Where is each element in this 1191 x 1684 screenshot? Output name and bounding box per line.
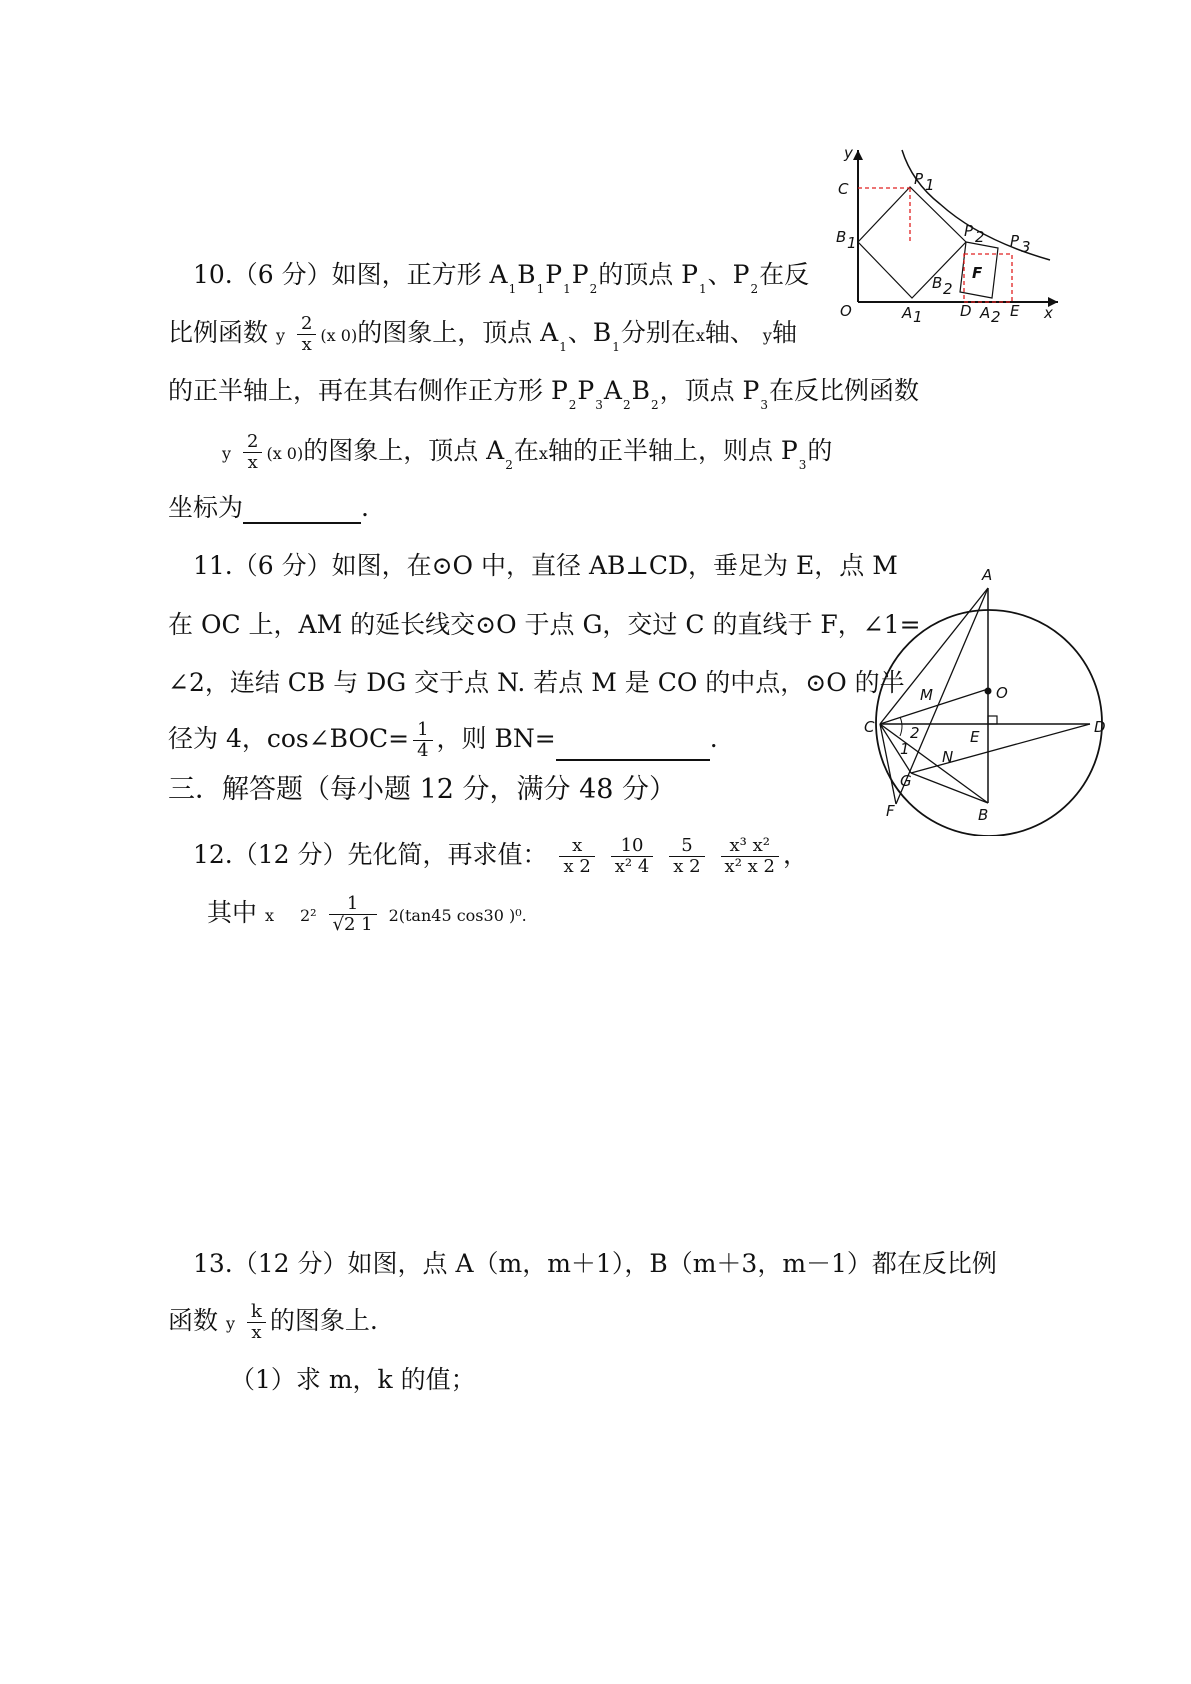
q10-text: B [517, 260, 536, 289]
q10-text: P [545, 260, 563, 289]
label-N: N [942, 748, 954, 766]
q10-text: 、P [707, 260, 750, 289]
subscript: 1 [559, 340, 567, 354]
q10-line-3 [168, 375, 919, 411]
fraction [247, 1302, 266, 1343]
label-O: O [996, 684, 1008, 702]
q13-text: 函数 [168, 1306, 219, 1335]
q12-text: ， [782, 840, 808, 869]
label-x: x [1044, 304, 1053, 322]
fraction-2 [611, 836, 654, 877]
q12-text: 其中 [207, 898, 258, 927]
label-1: 1 [900, 740, 910, 758]
subscript: 2 [622, 398, 631, 412]
fraction-denominator: √2 1 [332, 914, 373, 935]
q12-line-1 [193, 836, 808, 877]
label-sub: 1 [913, 308, 923, 322]
label-E: E [970, 728, 980, 746]
q10-text: 的正半轴上，再在其右侧作正方形 P [168, 376, 568, 405]
fraction-numerator: 10 [611, 836, 654, 857]
label-E: E [1010, 302, 1020, 320]
math-var: y [762, 326, 772, 345]
fraction-denominator: x [247, 452, 258, 473]
fraction-numerator: 2 [243, 432, 262, 453]
q11-figure [862, 566, 1112, 836]
q10-line-4 [222, 432, 832, 473]
segment-GB [911, 773, 988, 803]
q10-text: 的图象上，顶点 A [303, 436, 505, 465]
q10-text: A [603, 376, 622, 405]
label-sub: 3 [1021, 238, 1031, 256]
q10-text: 在 [513, 436, 539, 465]
math-var: x [264, 906, 274, 925]
label-P3: P [1010, 232, 1020, 250]
label-2: 2 [910, 724, 920, 742]
label-B1: B [836, 228, 847, 246]
subscript: 3 [760, 398, 769, 412]
math-var: x [538, 444, 548, 463]
subscript: 1 [563, 282, 571, 296]
q10-text: 在反 [759, 260, 810, 289]
q10-text: 的 [807, 436, 833, 465]
subscript: 2 [650, 398, 659, 412]
label-C: C [838, 180, 849, 198]
segment-CO [880, 689, 988, 724]
q10-text: 轴 [771, 318, 797, 347]
q10-text: 的顶点 P [598, 260, 698, 289]
fraction-denominator: 4 [417, 740, 429, 761]
right-angle-mark [988, 716, 997, 724]
label-sub: 1 [847, 234, 857, 252]
q10-text: P [571, 260, 589, 289]
fraction-denominator: x 2 [563, 856, 591, 877]
q10-text: 比例函数 [168, 318, 269, 347]
q10-line-1 [193, 259, 809, 295]
q10-figure [830, 142, 1070, 322]
subscript: 2 [750, 282, 759, 296]
q11-line-4 [168, 720, 718, 761]
q10-text: 、B [567, 318, 612, 347]
fraction-3 [669, 836, 704, 877]
q13-line-2 [168, 1302, 378, 1343]
fraction-numerator: x³ x² [721, 836, 779, 857]
fraction-1 [559, 836, 594, 877]
fraction [329, 894, 377, 935]
fraction-numerator: 1 [413, 720, 432, 741]
q11-text: ，则 BN= [436, 724, 556, 753]
subscript: 1 [699, 282, 707, 296]
fraction-numerator: x [559, 836, 594, 857]
subscript: 2 [589, 282, 598, 296]
label-G: G [900, 772, 912, 790]
q10-text: 在反比例函数 [769, 376, 920, 405]
q10-text: 分别在 [620, 318, 696, 347]
fraction-4 [721, 836, 779, 877]
label-D: D [1094, 718, 1106, 736]
subscript: 1 [612, 340, 620, 354]
segment-AC [880, 588, 988, 724]
circle-O [876, 610, 1102, 836]
fraction [413, 720, 432, 761]
q11-line-2: 在 OC 上，AM 的延长线交⊙O 于点 G，交过 C 的直线于 F，∠1= [168, 610, 921, 639]
section-title: 三．解答题（每小题 12 分，满分 48 分） [168, 774, 677, 805]
q10-text: 的图象上，顶点 A [357, 318, 559, 347]
q10-text: . [361, 493, 369, 522]
label-P2: P [964, 222, 974, 240]
label-A2: A [980, 304, 991, 322]
subscript: 1 [508, 282, 517, 296]
label-O: O [840, 302, 852, 320]
q10-text: P [577, 376, 595, 405]
fraction-numerator: 2 [297, 314, 316, 335]
fraction-denominator: x² 4 [614, 856, 650, 877]
angle-arc [900, 717, 902, 736]
subscript: 3 [595, 398, 603, 412]
q12-text: 12.（12 分）先化简，再求值： [193, 840, 548, 869]
q13-line-3: （1）求 m，k 的值； [230, 1365, 476, 1394]
math-expr: 2(tan45 cos30 )⁰. [388, 906, 527, 925]
center-dot [985, 688, 992, 695]
fraction-numerator: 5 [669, 836, 704, 857]
q11-line-1: 11.（6 分）如图，在⊙O 中，直径 AB⊥CD，垂足为 E，点 M [193, 551, 898, 580]
q10-text: 轴的正半轴上，则点 P [547, 436, 798, 465]
math-expr: 2² [299, 906, 317, 925]
answer-blank[interactable] [556, 731, 710, 761]
label-B2: B [932, 274, 943, 292]
fraction-denominator: x [301, 334, 312, 355]
math-var: x [695, 326, 705, 345]
q10-text: 轴、 [704, 318, 755, 347]
q10-line-2 [168, 314, 797, 355]
q11-line-3: ∠2，连结 CB 与 DG 交于点 N. 若点 M 是 CO 的中点，⊙O 的半 [168, 668, 905, 697]
label-y: y [844, 144, 853, 162]
fraction-denominator: x² x 2 [724, 856, 775, 877]
fraction [297, 314, 316, 355]
label-A: A [982, 566, 993, 584]
q13-line-1: 13.（12 分）如图，点 A（m，m＋1），B（m＋3，m－1）都在反比例 [193, 1249, 997, 1278]
q10-line-5 [168, 492, 369, 524]
q10-text: 10.（6 分）如图，正方形 A [193, 260, 508, 289]
q10-text: ，顶点 P [659, 376, 760, 405]
q10-text: 坐标为 [168, 493, 244, 522]
label-sub: 1 [925, 176, 935, 194]
subscript: 1 [536, 282, 545, 296]
q11-text: 径为 4，cos∠BOC= [168, 724, 410, 753]
segment-GD [911, 724, 1090, 773]
label-F: F [972, 264, 983, 282]
q12-line-2 [207, 894, 527, 935]
fraction-denominator: x 2 [673, 856, 701, 877]
fraction-numerator: k [247, 1302, 266, 1323]
subscript: 2 [505, 458, 513, 472]
label-B: B [978, 806, 989, 824]
q13-text: 的图象上. [269, 1306, 378, 1335]
math-var: y [222, 444, 232, 463]
label-C: C [864, 718, 875, 736]
fraction [243, 432, 262, 473]
answer-blank[interactable] [243, 494, 361, 524]
label-D: D [960, 302, 972, 320]
label-M: M [920, 686, 933, 704]
math-var: y [225, 1314, 236, 1333]
subscript: 3 [798, 458, 807, 472]
q11-text: . [709, 724, 718, 753]
y-axis-arrow-icon [853, 150, 863, 160]
label-P1: P [914, 170, 924, 188]
label-A1: A [902, 304, 913, 322]
label-sub: 2 [975, 228, 985, 246]
math-var: y [275, 326, 286, 345]
q10-text: B [631, 376, 650, 405]
label-F: F [886, 802, 895, 820]
math-condition: (x 0) [320, 326, 358, 345]
fraction-numerator: 1 [329, 894, 377, 915]
fraction-denominator: x [251, 1322, 262, 1343]
subscript: 2 [568, 398, 577, 412]
label-sub: 2 [991, 308, 1001, 322]
math-condition: (x 0) [266, 444, 304, 463]
label-sub: 2 [943, 280, 953, 298]
